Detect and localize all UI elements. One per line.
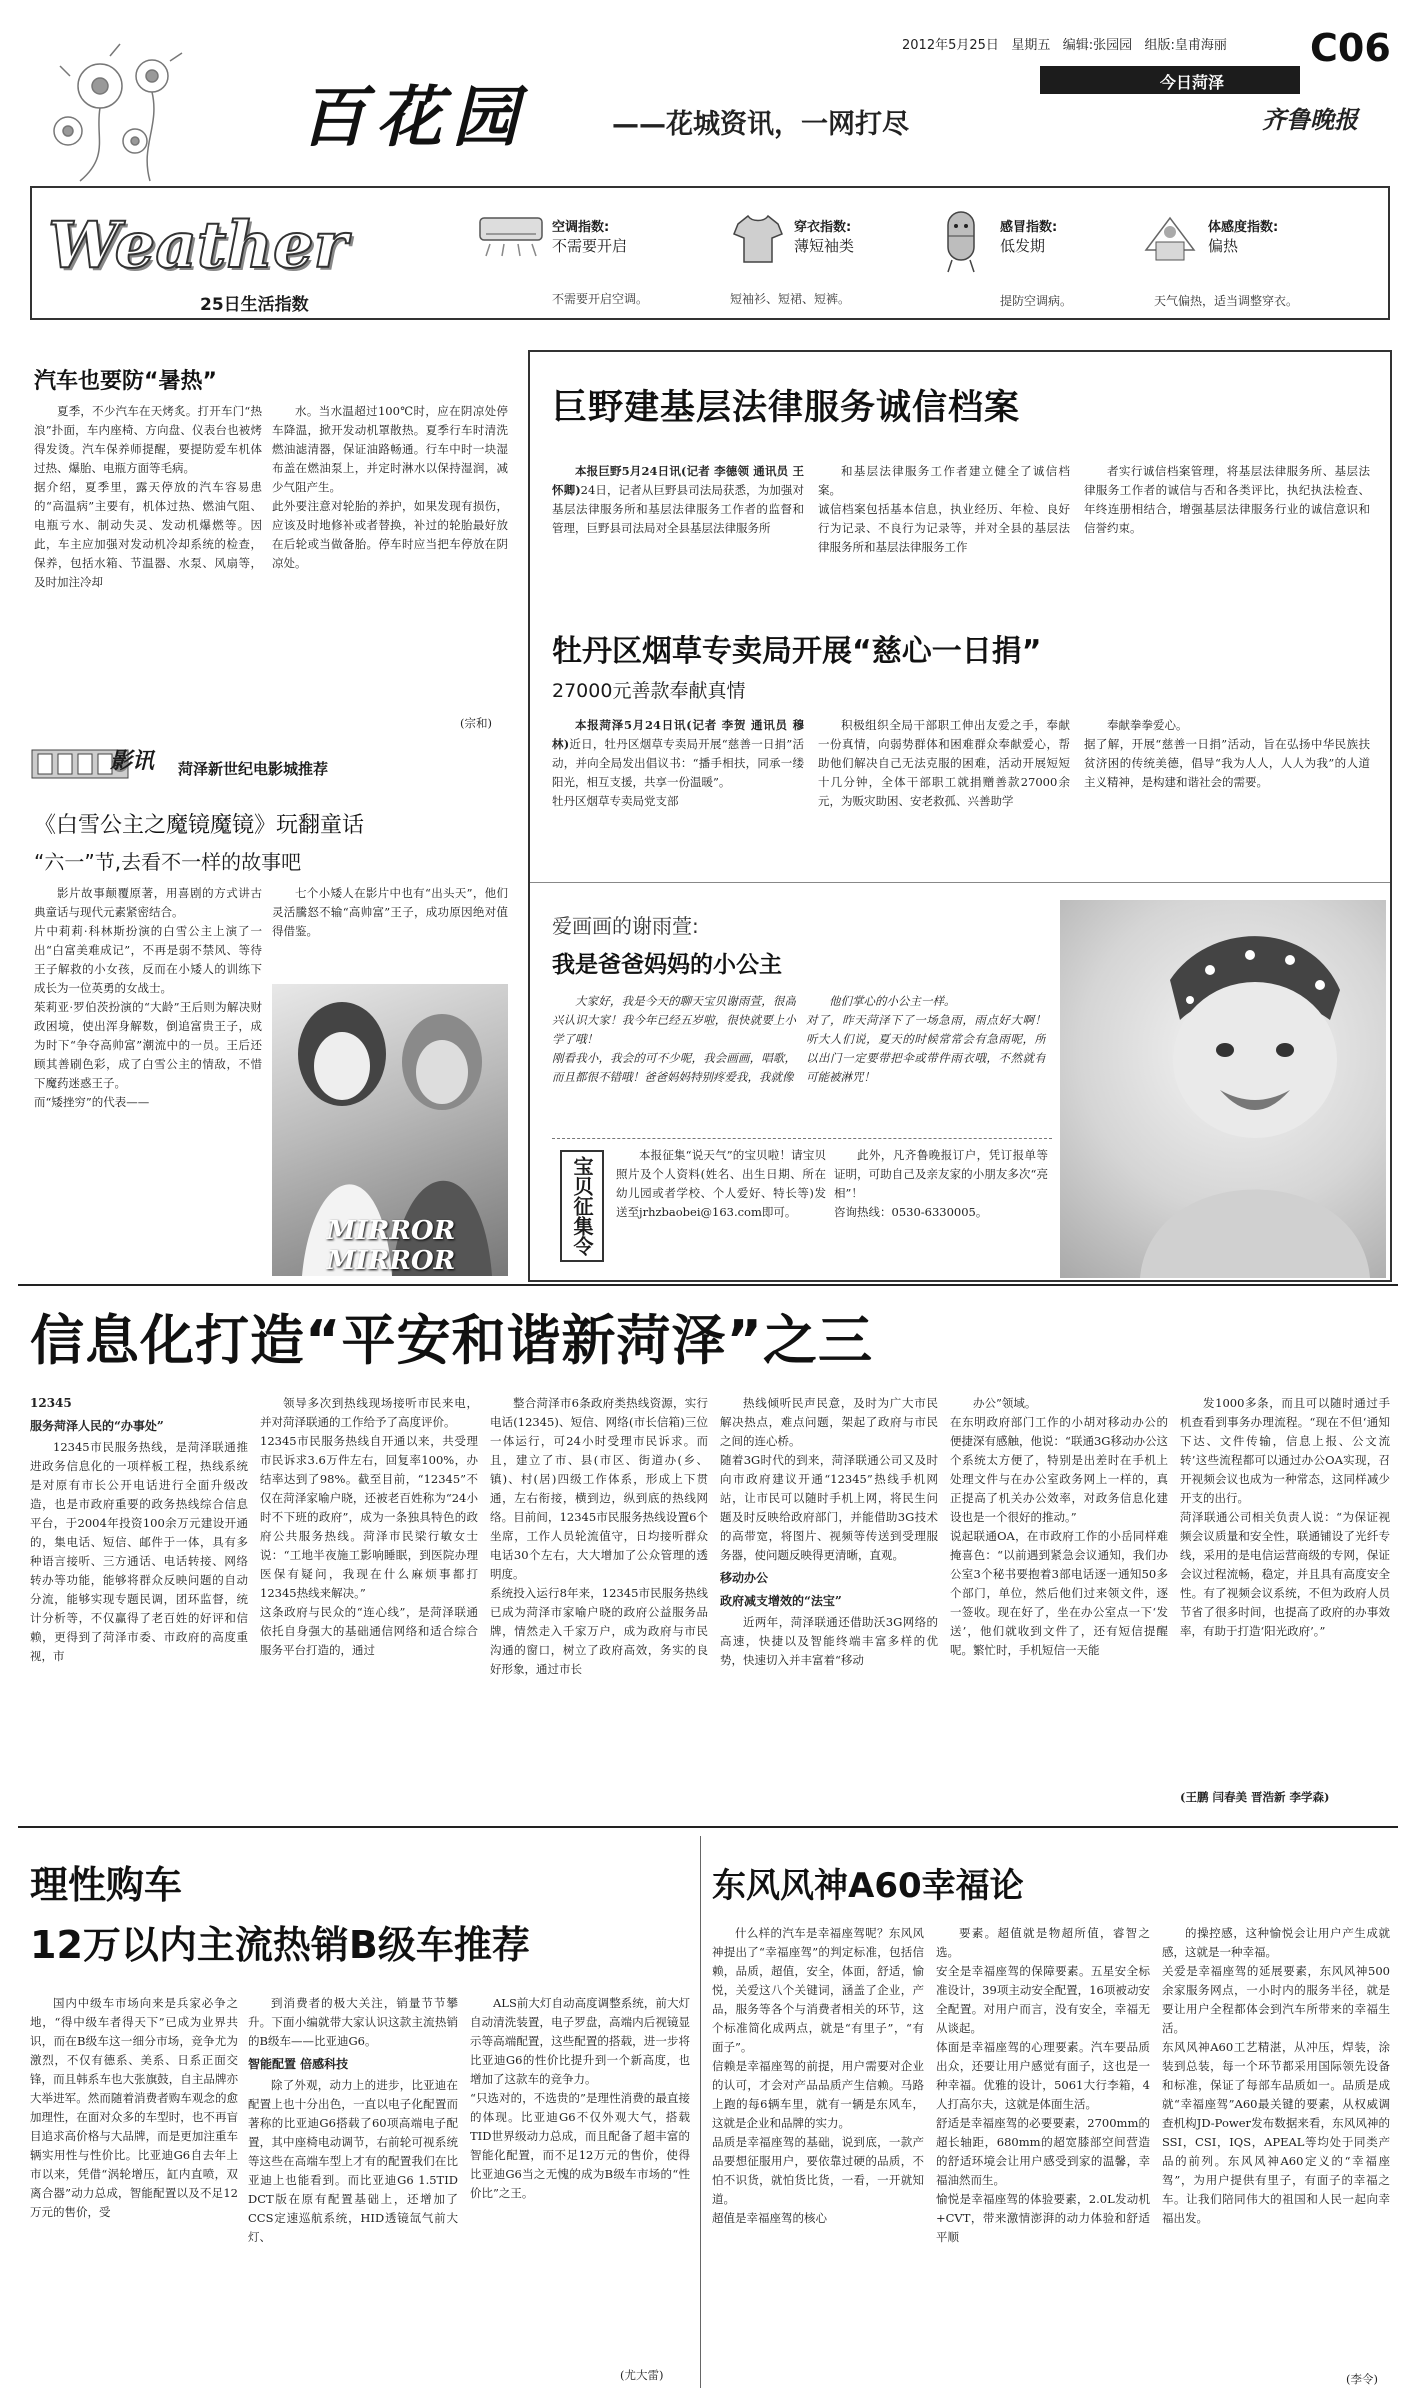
feature-text-5: 办公”领域。 在东明政府部门工作的小胡对移动办公的便捷深有感触，他说：“联通3G移动办公这个系统太方便了，特别是出差时在手机上处理文件与在办公室政务网上一样的，真正提高了机关办公效率，对政务信息化建设也是一个很好的推动。” 说起联通OA，在市政府工作的小岳同样难掩喜色：“以前遇到紧急会议通知，我们办公室3个秘书要抱着3部电话逐一通知50多个部门，单位，然后他们过来领文件，逐一签收。现在好了，坐在办公室点一下‘发送’，他们就收到文件了，还有短信提醒呢。繁忙时，手机短信一天能	[950, 1396, 1168, 1657]
car1-kicker: 智能配置 倍感科技	[248, 2057, 349, 2071]
baby-article-col2	[806, 992, 1046, 1132]
legal-article-text-1: 24日，记者从巨野县司法局获悉，为加强对基层法律服务所和基层法律服务工作者的监督和管理，巨野县司法局对全县基层法律服务所	[552, 483, 804, 535]
ac-index-name: 空调指数:	[552, 220, 610, 235]
film-article-title: 《白雪公主之魔镜魔镜》玩翻童话	[34, 813, 365, 838]
heat-article-col2	[272, 402, 508, 702]
tobacco-article-col3	[1084, 716, 1370, 866]
car1-col2	[248, 1994, 458, 2390]
editor-credit: 编辑:张园园	[1062, 38, 1133, 53]
legal-article-text-2: 和基层法律服务工作者建立健全了诚信档案。 诚信档案包括基本信息，执业经历、年检、良好行为记录、不良行为记录等，并对全县的基层法律服务所和基层法律服务工作	[818, 464, 1070, 554]
feature-kicker-1b: 服务菏泽人民的“办事处”	[30, 1419, 164, 1433]
ac-index-desc: 不需要开启空调。	[552, 292, 649, 306]
column-title: 百花园	[300, 78, 528, 156]
baby-portrait-icon	[1060, 900, 1386, 1278]
car1-title-line1: 理性购车	[30, 1863, 183, 1907]
weather-logo: Weather	[48, 208, 348, 283]
baby-photo	[1060, 900, 1386, 1278]
car1-author: (尤大雷)	[620, 2368, 664, 2382]
tobacco-article-col1	[552, 716, 804, 866]
pill-icon	[936, 208, 986, 274]
tobacco-article-text-2: 积极组织全局干部职工伸出友爱之手，奉献一份真情，向弱势群体和困难群众奉献爱心，帮助他们解决自己无法克服的困难，活动开展短短十几分钟，全体干部职工就捐赠善款27000余元，为贩灾助困、安老救孤、兴善助学	[818, 718, 1070, 808]
film-article-subtitle: “六一”节,去看不一样的故事吧	[34, 850, 302, 874]
thermometer-icon	[1140, 210, 1200, 264]
comfort-index-desc: 天气偏热，适当调整穿衣。	[1154, 294, 1299, 308]
baby-article-col1	[552, 992, 796, 1132]
page-number: C06	[1310, 26, 1391, 70]
legal-article-text-3: 者实行诚信档案管理，将基层法律服务所、基层法律服务工作者的诚信与否和各类评比，执纪执法检查、年终连册相结合，增强基层法律服务行业的诚信意识和信誉约束。	[1084, 464, 1370, 535]
layout-credit: 组版:皇甫海丽	[1144, 38, 1227, 53]
issue-weekday: 星期五	[1011, 38, 1051, 53]
tobacco-article-col2	[818, 716, 1070, 866]
tobacco-article-title: 牡丹区烟草专卖局开展“慈心一日捐”	[552, 634, 1042, 669]
car1-text-2: 到消费者的极大关注，销量节节攀升。下面小编就带大家认识这款主流热销的B级车——比亚迪G6。	[248, 1996, 458, 2048]
feature-col1	[30, 1394, 248, 1818]
masthead-dateline	[902, 34, 1227, 53]
air-conditioner-icon	[476, 212, 546, 262]
car2-col3	[1162, 1924, 1390, 2368]
cold-index-value: 低发期	[1000, 237, 1046, 255]
comfort-index-name: 体感度指数:	[1208, 220, 1279, 235]
film-article-text-1: 影片故事颠覆原著，用喜剧的方式讲古典童话与现代元素紧密结合。 片中莉莉·科林斯扮演的白雪公主上演了一出“白富美难成记”，不再是弱不禁风、等待王子解救的小女孩，反而在小矮人的训练下成长为一位英勇的女战士。 茱莉亚·罗伯茨扮演的“大龄”王后则为解决财政困境，使出浑身解数，倒追富贵王子，成为时下“争夺高帅富”潮流中的一员。王后还顾其善刷色彩，成了白雪公主的情敌，不惜下魔药迷惑王子。 而“矮挫穷”的代表——	[34, 886, 262, 1109]
car2-author: (李令)	[1346, 2372, 1378, 2386]
feature-col3	[490, 1394, 708, 1814]
tobacco-article-byline: 本报菏泽5月24日讯(记者 李贺 通讯员 穆林)	[552, 718, 804, 751]
clothing-index-value: 薄短袖类	[794, 237, 855, 255]
legal-article-col3	[1084, 462, 1370, 592]
paper-name: 齐鲁晚报	[1262, 105, 1358, 134]
car2-col2	[936, 1924, 1150, 2390]
heat-article-text-1: 夏季，不少汽车在天烤炙。打开车门“热浪”扑面，车内座椅、方向盘、仪表台也被烤得发烫。汽车保养师提醒，要提防爱车机体过热、爆胎、电瓶方面等毛病。 据介绍，夏季里，露天停放的汽车容易患的“高温病”主要有，机体过热、燃油气阻、电瓶亏水、制动失灵、发动机爆燃等。因此，车主应加强对发动机冷却系统的检查，保养，包括水箱、节温器、水泵、风扇等，及时加注冷却	[34, 404, 262, 589]
weather-subtitle: 25日生活指数	[200, 295, 309, 315]
film-article-text-2: 七个小矮人在影片中也有“出头天”，他们灵活騰怒不输“高帅富”王子，成功原因绝对值得借鉴。	[272, 886, 508, 938]
feature-top-rule	[18, 1284, 1398, 1286]
flower-decoration-icon	[40, 36, 290, 186]
heat-article-col1	[34, 402, 262, 728]
feature-text-1: 12345市民服务热线，是菏泽联通推进政务信息化的一项样板工程，热线系统是对原有市长公开电话进行全面升级改造，也是市政府重要的政务热线综合信息平台，于2004年投资100余万元建设开通的，集电话、短信、邮件于一体，具有多种语言接听、三方通话、电话转接、网络转办等功能，能够将群众反映问题的自动分流，能够实现专题民调，团环监督，统计分析等，不仅赢得了老百姓的好评和信赖，更得到了菏泽市委、市政府的高度重视，市	[30, 1440, 248, 1663]
issue-date: 2012年5月25日	[902, 38, 999, 53]
baby-article-kicker: 爱画画的谢雨萱:	[552, 914, 699, 938]
baby-call-text-1: 本报征集“说天气”的宝贝啦！请宝贝照片及个人资料(姓名、出生日期、所在幼儿园或者学校、个人爱好、特长等)发送至jrhzbaobei@163.com即可。	[616, 1148, 826, 1219]
car-column-divider	[700, 1836, 701, 2388]
film-poster-image	[272, 984, 508, 1276]
baby-call-col1	[616, 1146, 826, 1276]
baby-article-text-2: 他们掌心的小公主一样。 对了，昨天菏泽下了一场急雨，雨点好大啊！听大人们说，夏天的时候常常会有急雨呢，所以出门一定要带把伞或带件雨衣哦，不然就有可能被淋咒！	[806, 994, 1046, 1084]
comfort-index-value: 偏热	[1208, 237, 1239, 255]
section-name: 今日菏泽	[1160, 73, 1225, 92]
clothing-index-desc: 短袖衫、短裙、短裤。	[730, 292, 851, 306]
tobacco-article-text-1: 近日，牡丹区烟草专卖局开展“慈善一日捐”活动，并向全局发出倡议书：“播手相扶，同承一缕阳光，相互支援，共享一份温暖”。 牡丹区烟草专卖局党支部	[552, 737, 804, 808]
tshirt-icon	[730, 210, 786, 266]
heat-article-title: 汽车也要防“暑热”	[34, 369, 217, 394]
clothing-index-name: 穿衣指数:	[794, 220, 852, 235]
feature-col6	[1180, 1394, 1390, 1774]
feature-text-4b: 近两年，菏泽联通还借助沃3G网络的高速，快捷以及智能终端丰富多样的优势，快速切入并丰富着“移动	[720, 1615, 938, 1667]
tobacco-article-subtitle: 27000元善款奉献真情	[552, 680, 746, 702]
legal-article-col2	[818, 462, 1070, 592]
legal-article-col1	[552, 462, 804, 592]
weather-item-cold	[1000, 216, 1160, 256]
weather-item-comfort	[1208, 216, 1378, 256]
car2-text-1: 什么样的汽车是幸福座驾呢？东风风神提出了“幸福座驾”的判定标准，包括信赖，品质，超值，安全，体面，舒适，愉悦，关爱这八个关键词，涵盖了企业，产品，服务等各个与消费者相关的环节，这个标准简化成两点，就是“有里子”，“有面子”。 信赖是幸福座驾的前提，用户需要对企业的认可，才会对产品品质产生信赖。马路上跑的每6辆车里，就有一辆是东风车，这就是企业和品牌的实力。 品质是幸福座驾的基础，说到底，一款产品要想征服用户，要依靠过硬的品质，不怕不识货，就怕货比货，一看，一开就知道。 超值是幸福座驾的核心	[712, 1926, 924, 2225]
car-top-rule	[18, 1826, 1398, 1828]
baby-call-col2	[834, 1146, 1048, 1276]
baby-call-tag: 宝贝征集令	[560, 1150, 604, 1262]
feature-col4	[720, 1394, 938, 1814]
baby-article-title: 我是爸爸妈妈的小公主	[552, 952, 782, 978]
cold-index-desc: 提防空调病。	[1000, 294, 1073, 308]
baby-article-text-1: 大家好，我是今天的聊天宝贝谢雨萱，很高兴认识大家！我今年已经五岁啦，很快就要上小学了哦！ 刚看我小，我会的可不少呢，我会画画，唱歌，而且都很不错哦！爸爸妈妈特别疼爱我，我就像	[552, 994, 796, 1084]
legal-article-title: 巨野建基层法律服务诚信档案	[552, 388, 1021, 428]
column-slogan: ——花城资讯，一网打尽	[612, 109, 909, 140]
feature-article-title: 信息化打造“平安和谐新菏泽”之三	[30, 1309, 873, 1372]
baby-divider	[530, 882, 1390, 883]
heat-article-author: (宗和)	[460, 716, 492, 730]
car2-col1	[712, 1924, 924, 2390]
car1-col3	[470, 1994, 690, 2364]
car1-text-2b: 除了外观，动力上的进步，比亚迪在配置上也十分出色，一直以电子化配置而著称的比亚迪G6搭载了60项高端电子配置，其中座椅电动调节，右前轮可视系统等这些在高端车型上才有的配置我们在比亚迪上也能看到。而比亚迪G6 1.5TID DCT版在原有配置基础上，还增加了CCS定速巡航系统，HID透镜氙气前大灯、	[248, 2078, 458, 2244]
car1-title-line2: 12万以内主流热销B级车推荐	[30, 1923, 530, 1967]
feature-kicker-2: 移动办公	[720, 1571, 769, 1585]
film-section-tag: 影讯	[110, 748, 155, 774]
film-section-column: 菏泽新世纪电影城推荐	[178, 760, 329, 778]
tobacco-article-text-3: 奉献拳拳爱心。 据了解，开展“慈善一日捐”活动，旨在弘扬中华民族扶贫济困的传统美德，倡导“我为人人，人人为我”的人道主义精神，是构建和谐社会的需要。	[1084, 718, 1370, 789]
car2-title: 东风风神A60幸福论	[712, 1866, 1024, 1906]
feature-kicker-2b: 政府减支增效的“法宝”	[720, 1594, 842, 1608]
feature-text-4: 热线倾听民声民意，及时为广大市民解决热点，难点问题，架起了政府与市民之间的连心桥。 随着3G时代的到来，菏泽联通公司又及时向市政府建议开通“12345”热线手机网站，让市民可以随时手机上网，将民生问题及时反映给政府部门，并能借助3G技术的高带宽，将图片、视频等传送到受理服务器，使问题反映得更清晰，直观。	[720, 1396, 938, 1562]
film-article-col1	[34, 884, 262, 1284]
feature-author: (王鹏 闫春美 晋浩新 李学森)	[1180, 1790, 1330, 1804]
ac-index-value: 不需要开启	[552, 237, 628, 255]
feature-text-6: 发1000多条，而且可以随时通过手机查看到事务办理流程。“现在不但‘通知下达、文件传输，信息上报、公文流转’这些流程都可以通过办公OA实现，召开视频会议也成为一种常态，这同样减少开支的出行。 菏泽联通公司相关负责人说：“为保证视频会议质量和安全性，联通铺设了光纤专线，采用的是电信运营商级的专网，保证会议过程流畅，稳定，并且具有高度安全性。有了视频会议系统，不但为政府人员节省了很多时间，也提高了政府的办事效率，有助于打造‘阳光政府’。”	[1180, 1396, 1390, 1638]
car1-text-3: ALS前大灯自动高度调整系统，前大灯自动清洗装置，电子罗盘，高端内后视镜显示等高端配置，这些配置的搭载，进一步将比亚迪G6的性价比提升到一个新高度，也增加了这款车的竞争力。 “只选对的，不选贵的”是理性消费的最直接的体现。比亚迪G6不仅外观大气，搭载TID世界级动力总成，而且配备了超丰富的智能化配置，而不足12万元的售价，使得比亚迪G6当之无愧的成为B级车市场的“性价比”之王。	[470, 1996, 690, 2200]
feature-col5	[950, 1394, 1168, 1814]
car1-col1	[30, 1994, 238, 2390]
feature-col2	[260, 1394, 478, 1814]
legal-article-byline: 本报巨野5月24日讯(记者 李德领 通讯员 王怀卿)	[552, 464, 804, 497]
weather-item-ac	[552, 216, 742, 256]
heat-article-text-2: 水。当水温超过100℃时，应在阴凉处停车降温，掀开发动机罩散热。夏季行车时清洗燃油滤清器，保证油路畅通。行车中时一块湿布盖在燃油泵上，并定时淋水以保持湿润，减少气阻产生。 此外要注意对轮胎的养护，如果发现有损伤，应该及时地修补或者替换，补过的轮胎最好放在后轮或当做备胎。停车时应当把车停放在阴凉处。	[272, 404, 508, 570]
film-poster-caption: MIRROR MIRROR	[326, 1216, 456, 1276]
feature-kicker-1: 12345	[30, 1396, 72, 1410]
car2-text-3: 的操控感，这种愉悦会让用户产生成就感，这就是一种幸福。 关爱是幸福座驾的延展要素，东风风神500余家服务网点，一小时内的服务半径，就是要让用户全程都体会到汽车所带来的幸福生活。 东风风神A60工艺精湛，从冲压，焊装，涂装到总装，每一个环节都采用国际领先设备和标准，保证了每部车品质如一。品质是成就“幸福座驾”A60最关键的要素，从权威调查机构JD-Power发布数据来看，东风风神的SSI，CSI，IQS，APEAL等均处于同类产品的前列。东风风神A60定义的“幸福座驾”，为用户提供有里子，有面子的幸福之车。让我们陪同伟大的祖国和人民一起向幸福出发。	[1162, 1926, 1390, 2225]
feature-text-3: 整合菏泽市6条政府类热线资源，实行电话(12345)、短信、网络(市长信箱)三位一体运行，可24小时受理市民诉求。而且，建立了市、县(市区、街道办(乡、镇)、村(居)四级工作体系，形成上下贯通，左右衔接，横到边，纵到底的热线网络。目前间，12345市民服务热线设置6个坐席，工作人员轮流值守，日均接听群众电话30个左右，大大增加了公众管理的透明度。 系统投入运行8年来，12345市民服务热线已成为菏泽市家喻户晓的政府公益服务品牌，情然走入千家万户，成为政府与市民沟通的窗口，树立了政府高效，务实的良好形象，通过市长	[490, 1396, 708, 1676]
feature-text-2: 领导多次到热线现场接听市民来电，并对菏泽联通的工作给予了高度评价。 12345市民服务热线自开通以来，共受理市民诉求3.6万件左右，回复率100%，办结率达到了98%。截至目前，“12345”不仅在菏泽家喻户晓，还被老百姓称为“24小时不下班的政府”，成为一条独具特色的政府公共服务热线。菏泽市民梁行敏女士说：“工地半夜施工影响睡眠，到医院办理医保有疑问，我现在什么麻烦事都打12345热线来解决。” 这条政府与民众的“连心线”，是菏泽联通依托自身强大的基础通信网络和适合综合服务平台打造的，通过	[260, 1396, 478, 1657]
car1-text-1: 国内中级车市场向来是兵家必争之地，“得中级车者得天下”已成为业界共识，而在B级车这一细分市场，竞争尤为激烈，不仅有德系、美系、日系正面交锋，而且韩系车也大张旗鼓，自主品牌亦大举进军。然而随着消费者购车观念的愈加理性，在面对众多的车型时，也不再盲目追求高价格与大品牌，而是更加注重车辆实用性与性价比。比亚迪G6自去年上市以来，凭借“涡轮增压，缸内直喷，双离合器”动力总成，智能配置以及不足12万元的售价，受	[30, 1996, 238, 2219]
cold-index-name: 感冒指数:	[1000, 220, 1058, 235]
film-article-col2	[272, 884, 508, 984]
car2-text-2: 要素。超值就是物超所值，睿智之选。 安全是幸福座驾的保障要素。五星安全标准设计，39项主动安全配置，16项被动安全配置。对用户而言，没有安全，幸福无从谈起。 体面是幸福座驾的心理要素。汽车要品质出众，还要让用户感觉有面子，这也是一种幸福。优雅的设计，5061大行李箱，4人打高尔夫，这就是体面生活。 舒适是幸福座驾的必要要素，2700mm的超长轴距，680mm的超宽膝部空间营造的舒适环境会让用户感受到家的温馨，幸福油然而生。 愉悦是幸福座驾的体验要素，2.0L发动机+CVT，带来激情澎湃的动力体验和舒适平顺	[936, 1926, 1150, 2244]
baby-call-text-2: 此外，凡齐鲁晚报订户，凭订报单等证明，可助自己及亲友家的小朋友多次“亮相”！ 咨询热线：0530-6330005。	[834, 1148, 1048, 1219]
